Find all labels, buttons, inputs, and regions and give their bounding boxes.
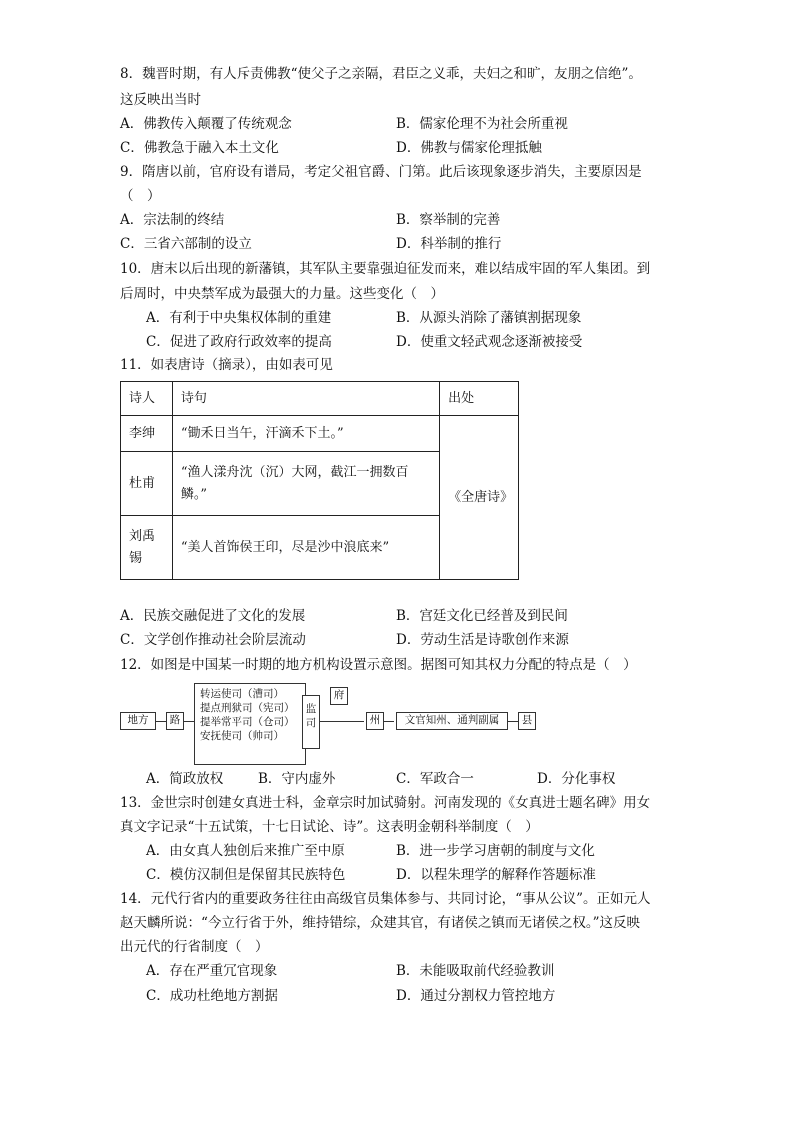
diagram-box-fu: 府 <box>330 687 348 705</box>
q10-stem-line1: 10．唐末以后出现的新藩镇，其军队主要靠强迫征发而来，难以结成牢固的军人集团。到 <box>120 261 651 277</box>
q14-option-b[interactable]: B．未能吸取前代经验教训 <box>396 963 555 979</box>
q11-stem: 11．如表唐诗（摘录），由如表可见 <box>120 357 333 373</box>
diagram-si: 提举常平司（仓司） <box>200 716 295 728</box>
q8-option-d[interactable]: D．佛教与儒家伦理抵触 <box>396 140 542 156</box>
q9-option-d[interactable]: D．科举制的推行 <box>396 236 502 252</box>
q14-option-a[interactable]: A．存在严重冗官现象 <box>146 963 278 979</box>
diagram-box-wenguan: 文官知州、通判副属 <box>396 712 508 730</box>
q9-option-b[interactable]: B．察举制的完善 <box>396 212 501 228</box>
table-cell-poet: 杜甫 <box>121 452 173 516</box>
q10-stem-line2: 后周时，中央禁军成为最强大的力量。这些变化（ ） <box>120 286 444 302</box>
diagram-box-lu: 路 <box>166 712 184 730</box>
q14-stem-line3: 出元代的行省制度（ ） <box>120 939 269 955</box>
q12-option-d[interactable]: D．分化事权 <box>537 771 616 787</box>
q14-stem-line2: 赵天麟所说：“今立行省于外，维持错综，众建其官，有诸侯之镇而无诸侯之权。”这反映 <box>120 915 641 931</box>
q9-option-a[interactable]: A．宗法制的终结 <box>120 212 225 228</box>
q10-option-a[interactable]: A．有利于中央集权体制的重建 <box>146 310 332 326</box>
q13-stem-line2: 真文字记录“十五试策，十七日试论、诗”。这表明金朝科举制度（ ） <box>120 819 539 835</box>
diagram-si: 提点刑狱司（宪司） <box>200 702 295 714</box>
q8-stem-line1: 8．魏晋时期，有人斥责佛教“使父子之亲隔，君臣之义乖，夫妇之和旷，友朋之信绝”。 <box>120 66 642 82</box>
table-cell-line: “渔人漾舟沈（沉）大网，截江一拥数百鳞。” <box>172 452 439 516</box>
table-header-source: 出处 <box>440 382 519 416</box>
table-header-poet: 诗人 <box>121 382 173 416</box>
diagram-box-xian: 县 <box>518 712 536 730</box>
q9-option-c[interactable]: C．三省六部制的设立 <box>120 236 252 252</box>
q14-option-c[interactable]: C．成功杜绝地方割据 <box>146 988 278 1004</box>
q11-option-d[interactable]: D．劳动生活是诗歌创作来源 <box>396 632 569 648</box>
q14-option-d[interactable]: D．通过分割权力管控地方 <box>396 988 556 1004</box>
q12-option-b[interactable]: B．守内虚外 <box>258 771 336 787</box>
q8-option-c[interactable]: C．佛教急于融入本土文化 <box>120 140 279 156</box>
q8-option-b[interactable]: B．儒家伦理不为社会所重视 <box>396 116 568 132</box>
table-cell-poet: 李绅 <box>121 416 173 452</box>
q11-option-a[interactable]: A．民族交融促进了文化的发展 <box>120 608 306 624</box>
q10-option-b[interactable]: B．从源头消除了藩镇割据现象 <box>396 310 582 326</box>
diagram-box-difang: 地方 <box>120 712 156 730</box>
table-cell-source: 《全唐诗》 <box>440 416 519 580</box>
q10-option-c[interactable]: C．促进了政府行政效率的提高 <box>146 334 332 350</box>
q8-stem-line2: 这反映出当时 <box>120 92 201 108</box>
q12-option-a[interactable]: A．简政放权 <box>146 771 224 787</box>
q9-stem-line2: （ ） <box>120 188 161 204</box>
diagram-si: 转运使司（漕司） <box>200 688 284 700</box>
q13-option-a[interactable]: A．由女真人独创后来推广至中原 <box>146 843 345 859</box>
diagram-box-sis <box>194 683 306 765</box>
local-government-diagram <box>118 681 538 766</box>
table-cell-line: “美人首饰侯王印，尽是沙中浪底来” <box>172 516 439 580</box>
q12-option-c[interactable]: C．军政合一 <box>396 771 474 787</box>
q13-option-d[interactable]: D．以程朱理学的解释作答题标准 <box>396 867 596 883</box>
q12-stem: 12．如图是中国某一时期的地方机构设置示意图。据图可知其权力分配的特点是（ ） <box>120 657 637 673</box>
q13-stem-line1: 13．金世宗时创建女真进士科，金章宗时加试骑射。河南发现的《女真进士题名碑》用女 <box>120 795 651 811</box>
table-cell-poet: 刘禹锡 <box>121 516 173 580</box>
q10-option-d[interactable]: D．使重文轻武观念逐渐被接受 <box>396 334 583 350</box>
poem-table <box>120 381 519 580</box>
diagram-si: 安抚使司（帅司） <box>200 730 284 742</box>
table-header-line: 诗句 <box>172 382 439 416</box>
q11-option-c[interactable]: C．文学创作推动社会阶层流动 <box>120 632 306 648</box>
diagram-box-zhou: 州 <box>366 712 384 730</box>
q11-option-b[interactable]: B．宫廷文化已经普及到民间 <box>396 608 568 624</box>
q13-option-c[interactable]: C．模仿汉制但是保留其民族特色 <box>146 867 346 883</box>
q14-stem-line1: 14．元代行省内的重要政务往往由高级官员集体参与、共同讨论，“事从公议”。正如元人 <box>120 891 651 907</box>
q13-option-b[interactable]: B．进一步学习唐朝的制度与文化 <box>396 843 595 859</box>
table-cell-line: “锄禾日当午，汗滴禾下土。” <box>172 416 439 452</box>
q9-stem-line1: 9．隋唐以前，官府设有谱局，考定父祖官爵、门第。此后该现象逐步消失，主要原因是 <box>120 164 642 180</box>
q8-option-a[interactable]: A．佛教传入颠覆了传统观念 <box>120 116 292 132</box>
diagram-box-jiansi: 监司 <box>302 695 320 749</box>
